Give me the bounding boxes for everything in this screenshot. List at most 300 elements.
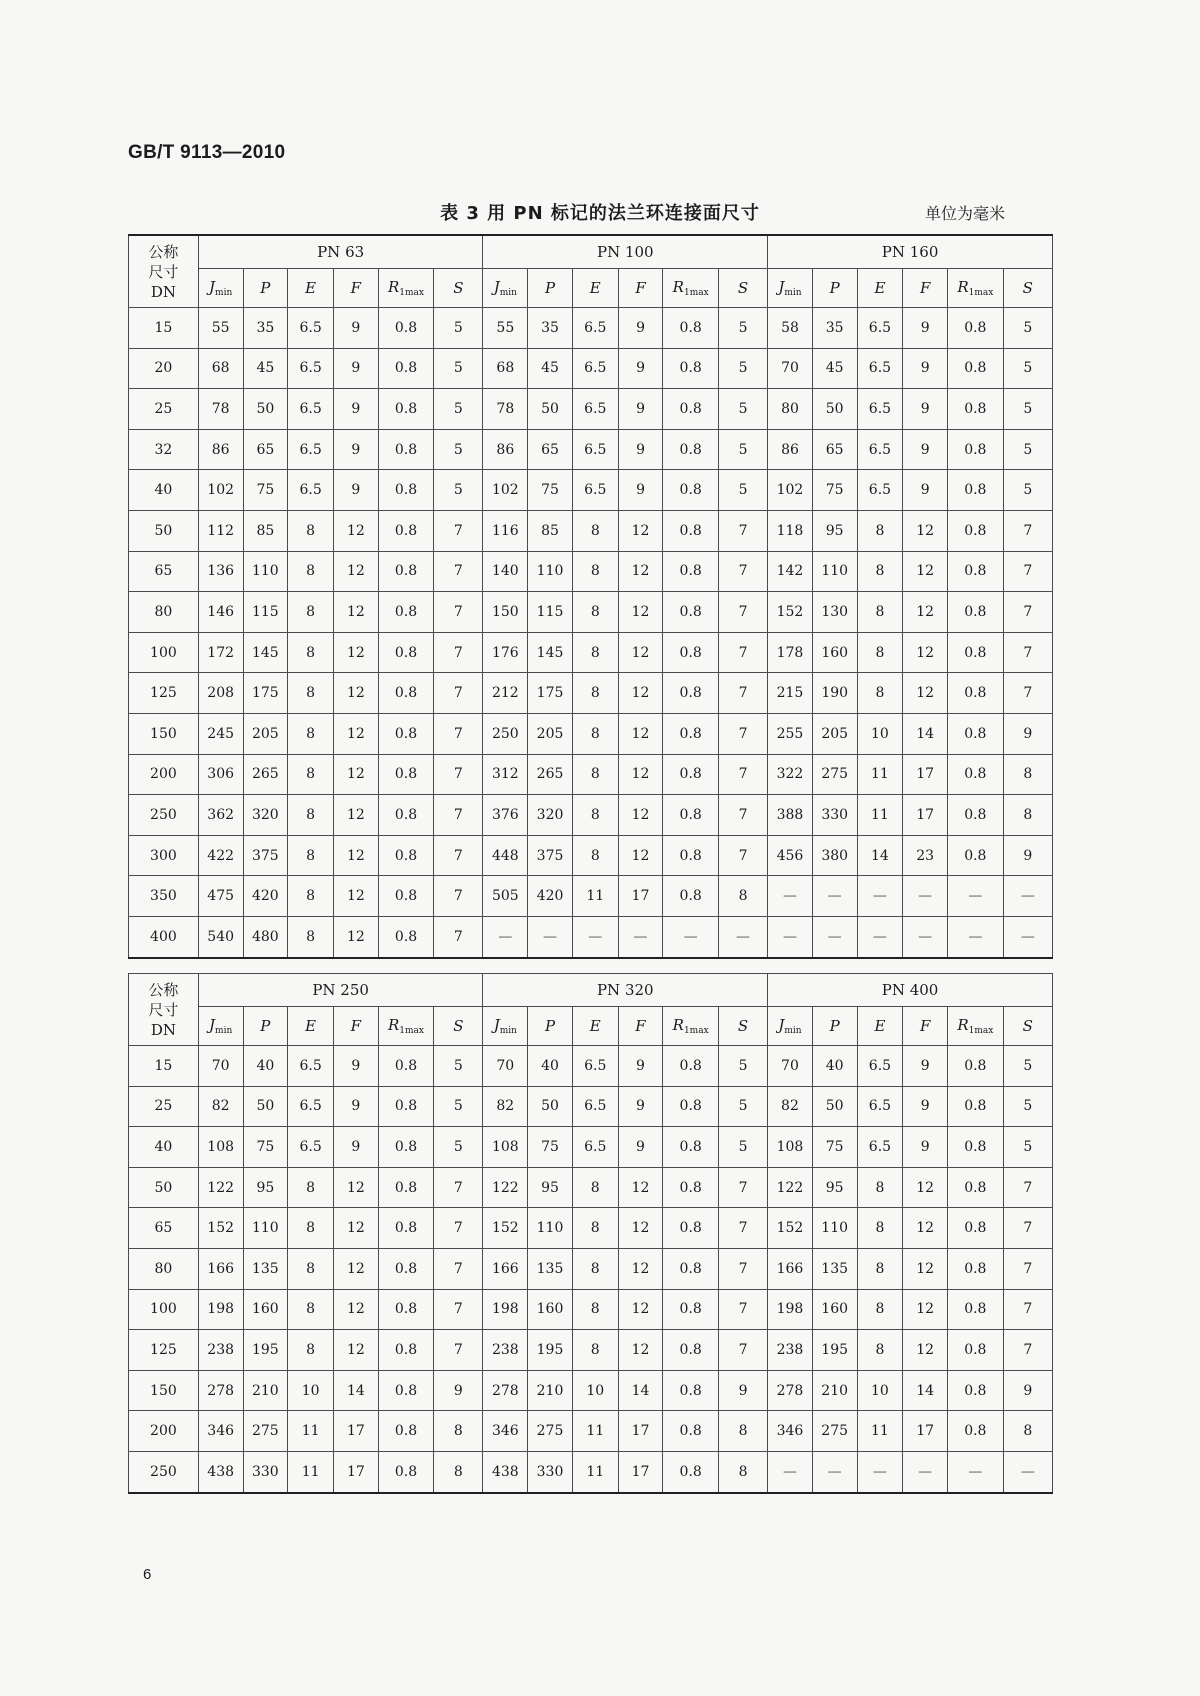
value-cell: 7 bbox=[434, 835, 483, 876]
value-cell: 172 bbox=[198, 632, 243, 673]
table-row bbox=[129, 835, 1053, 876]
value-cell: — bbox=[812, 1451, 857, 1492]
value-cell: 0.8 bbox=[378, 1289, 434, 1330]
value-cell: 45 bbox=[243, 348, 288, 389]
value-cell: 0.8 bbox=[378, 754, 434, 795]
table-row bbox=[129, 1248, 1053, 1289]
param-symbol: F bbox=[635, 279, 646, 297]
value-cell: 150 bbox=[483, 592, 528, 633]
value-cell: 136 bbox=[198, 551, 243, 592]
value-cell: 7 bbox=[434, 1167, 483, 1208]
value-cell: 0.8 bbox=[663, 470, 719, 511]
value-cell: 306 bbox=[198, 754, 243, 795]
param-header bbox=[334, 269, 379, 308]
value-cell: 95 bbox=[812, 1167, 857, 1208]
value-cell: 8 bbox=[572, 1289, 618, 1330]
value-cell: 12 bbox=[618, 1208, 663, 1249]
value-cell: 50 bbox=[243, 389, 288, 430]
value-cell: 40 bbox=[812, 1046, 857, 1087]
value-cell: 7 bbox=[434, 1248, 483, 1289]
value-cell: — bbox=[1003, 1451, 1052, 1492]
table-row bbox=[129, 1370, 1053, 1411]
param-header bbox=[483, 269, 528, 308]
value-cell: 215 bbox=[768, 673, 813, 714]
value-cell: 11 bbox=[288, 1451, 334, 1492]
pressure-group-header: PN 320 bbox=[483, 974, 768, 1007]
value-cell: 9 bbox=[1003, 1370, 1052, 1411]
value-cell: 0.8 bbox=[948, 551, 1004, 592]
flange-table-pn63-160 bbox=[128, 234, 1053, 959]
value-cell: 10 bbox=[572, 1370, 618, 1411]
value-cell: 9 bbox=[903, 470, 948, 511]
param-symbol: J bbox=[209, 1016, 216, 1034]
value-cell: 7 bbox=[434, 1330, 483, 1371]
value-cell: 7 bbox=[434, 795, 483, 836]
value-cell: 95 bbox=[243, 1167, 288, 1208]
standard-code: GB/T 9113—2010 bbox=[128, 142, 286, 163]
value-cell: 12 bbox=[903, 551, 948, 592]
value-cell: 135 bbox=[243, 1248, 288, 1289]
value-cell: 0.8 bbox=[378, 795, 434, 836]
param-header bbox=[288, 269, 334, 308]
value-cell: 6.5 bbox=[288, 1086, 334, 1127]
value-cell: 362 bbox=[198, 795, 243, 836]
value-cell: 5 bbox=[718, 389, 767, 430]
value-cell: 0.8 bbox=[378, 348, 434, 389]
param-symbol: E bbox=[589, 1017, 601, 1035]
value-cell: 8 bbox=[572, 673, 618, 714]
value-cell: — bbox=[948, 1451, 1004, 1492]
value-cell: 5 bbox=[1003, 470, 1052, 511]
value-cell: 110 bbox=[243, 1208, 288, 1249]
value-cell: 7 bbox=[718, 795, 767, 836]
dn-cell: 400 bbox=[129, 916, 199, 957]
value-cell: 9 bbox=[334, 308, 379, 349]
value-cell: 11 bbox=[857, 754, 903, 795]
value-cell: 8 bbox=[572, 592, 618, 633]
value-cell: 9 bbox=[334, 1046, 379, 1087]
value-cell: 55 bbox=[483, 308, 528, 349]
param-header bbox=[378, 1007, 434, 1046]
value-cell: 7 bbox=[1003, 1289, 1052, 1330]
unit-note: 单位为毫米 bbox=[925, 204, 1006, 223]
value-cell: 102 bbox=[483, 470, 528, 511]
value-cell: 8 bbox=[857, 1289, 903, 1330]
value-cell: 330 bbox=[812, 795, 857, 836]
value-cell: 7 bbox=[1003, 510, 1052, 551]
value-cell: 12 bbox=[334, 673, 379, 714]
value-cell: 110 bbox=[528, 551, 573, 592]
value-cell: 8 bbox=[288, 713, 334, 754]
value-cell: 475 bbox=[198, 876, 243, 917]
value-cell: 0.8 bbox=[663, 1208, 719, 1249]
value-cell: 0.8 bbox=[663, 308, 719, 349]
value-cell: — bbox=[768, 876, 813, 917]
value-cell: 5 bbox=[434, 348, 483, 389]
value-cell: 8 bbox=[718, 1411, 767, 1452]
value-cell: 70 bbox=[198, 1046, 243, 1087]
value-cell: 12 bbox=[618, 1167, 663, 1208]
param-symbol: J bbox=[493, 278, 500, 296]
param-header bbox=[528, 1007, 573, 1046]
value-cell: 7 bbox=[718, 510, 767, 551]
value-cell: 388 bbox=[768, 795, 813, 836]
value-cell: 8 bbox=[434, 1451, 483, 1492]
value-cell: 346 bbox=[483, 1411, 528, 1452]
value-cell: 11 bbox=[572, 1411, 618, 1452]
value-cell: 9 bbox=[1003, 713, 1052, 754]
value-cell: — bbox=[903, 876, 948, 917]
value-cell: 8 bbox=[572, 795, 618, 836]
param-symbol: R bbox=[388, 278, 400, 296]
value-cell: 212 bbox=[483, 673, 528, 714]
value-cell: 238 bbox=[768, 1330, 813, 1371]
value-cell: 85 bbox=[243, 510, 288, 551]
value-cell: 0.8 bbox=[378, 592, 434, 633]
param-header bbox=[243, 1007, 288, 1046]
param-symbol: F bbox=[635, 1017, 646, 1035]
value-cell: 8 bbox=[572, 1330, 618, 1371]
value-cell: 78 bbox=[198, 389, 243, 430]
value-cell: 0.8 bbox=[663, 1167, 719, 1208]
param-header bbox=[903, 269, 948, 308]
value-cell: 11 bbox=[572, 876, 618, 917]
param-symbol: R bbox=[957, 278, 969, 296]
value-cell: 0.8 bbox=[948, 592, 1004, 633]
value-cell: 540 bbox=[198, 916, 243, 957]
value-cell: 8 bbox=[572, 835, 618, 876]
value-cell: 5 bbox=[718, 1046, 767, 1087]
table-row bbox=[129, 754, 1053, 795]
value-cell: — bbox=[663, 916, 719, 957]
value-cell: 12 bbox=[903, 1167, 948, 1208]
value-cell: 95 bbox=[528, 1167, 573, 1208]
value-cell: 7 bbox=[434, 754, 483, 795]
value-cell: 9 bbox=[334, 470, 379, 511]
value-cell: 7 bbox=[718, 551, 767, 592]
param-header bbox=[718, 269, 767, 308]
value-cell: 9 bbox=[618, 429, 663, 470]
value-cell: 7 bbox=[434, 673, 483, 714]
value-cell: 8 bbox=[288, 551, 334, 592]
value-cell: 12 bbox=[334, 1208, 379, 1249]
param-symbol: F bbox=[919, 279, 931, 297]
value-cell: 0.8 bbox=[948, 835, 1004, 876]
value-cell: 7 bbox=[1003, 1248, 1052, 1289]
value-cell: 0.8 bbox=[663, 673, 719, 714]
value-cell: 75 bbox=[528, 1127, 573, 1168]
param-symbol: E bbox=[589, 279, 601, 297]
value-cell: 160 bbox=[812, 1289, 857, 1330]
value-cell: 0.8 bbox=[378, 1370, 434, 1411]
value-cell: — bbox=[483, 916, 528, 957]
value-cell: 198 bbox=[483, 1289, 528, 1330]
value-cell: — bbox=[948, 916, 1004, 957]
value-cell: 456 bbox=[768, 835, 813, 876]
table-row bbox=[129, 1086, 1053, 1127]
dn-cell: 100 bbox=[129, 1289, 199, 1330]
value-cell: 5 bbox=[718, 348, 767, 389]
value-cell: 0.8 bbox=[948, 308, 1004, 349]
dn-cell: 25 bbox=[129, 1086, 199, 1127]
value-cell: 14 bbox=[618, 1370, 663, 1411]
dn-header-line2: 尺寸 bbox=[148, 262, 179, 281]
value-cell: 190 bbox=[812, 673, 857, 714]
param-symbol: S bbox=[737, 1017, 749, 1035]
value-cell: 10 bbox=[857, 713, 903, 754]
value-cell: 40 bbox=[243, 1046, 288, 1087]
value-cell: 6.5 bbox=[857, 348, 903, 389]
dn-header-line2: 尺寸 bbox=[148, 1000, 179, 1019]
pressure-group-header: PN 250 bbox=[198, 974, 483, 1007]
value-cell: 0.8 bbox=[948, 1167, 1004, 1208]
value-cell: 0.8 bbox=[663, 1046, 719, 1087]
value-cell: 312 bbox=[483, 754, 528, 795]
value-cell: 5 bbox=[1003, 1086, 1052, 1127]
value-cell: 0.8 bbox=[663, 876, 719, 917]
pressure-group-header: PN 100 bbox=[483, 235, 768, 269]
value-cell: 17 bbox=[334, 1411, 379, 1452]
value-cell: 0.8 bbox=[663, 429, 719, 470]
value-cell: 5 bbox=[718, 1127, 767, 1168]
value-cell: 0.8 bbox=[948, 429, 1004, 470]
value-cell: — bbox=[718, 916, 767, 957]
value-cell: 12 bbox=[334, 1289, 379, 1330]
value-cell: 110 bbox=[528, 1208, 573, 1249]
value-cell: 12 bbox=[903, 1248, 948, 1289]
value-cell: 35 bbox=[528, 308, 573, 349]
value-cell: 6.5 bbox=[288, 1046, 334, 1087]
value-cell: 6.5 bbox=[572, 429, 618, 470]
param-symbol: E bbox=[305, 279, 317, 297]
value-cell: 12 bbox=[618, 795, 663, 836]
param-header bbox=[572, 269, 618, 308]
table-row bbox=[129, 713, 1053, 754]
value-cell: 45 bbox=[812, 348, 857, 389]
value-cell: 278 bbox=[198, 1370, 243, 1411]
value-cell: 14 bbox=[903, 713, 948, 754]
table-row bbox=[129, 308, 1053, 349]
value-cell: 7 bbox=[434, 632, 483, 673]
value-cell: 6.5 bbox=[572, 389, 618, 430]
value-cell: 265 bbox=[243, 754, 288, 795]
value-cell: 0.8 bbox=[378, 1248, 434, 1289]
value-cell: — bbox=[857, 1451, 903, 1492]
value-cell: 8 bbox=[288, 1167, 334, 1208]
value-cell: 0.8 bbox=[948, 754, 1004, 795]
value-cell: 6.5 bbox=[288, 348, 334, 389]
value-cell: 12 bbox=[618, 673, 663, 714]
value-cell: 6.5 bbox=[572, 1086, 618, 1127]
pressure-group-header: PN 63 bbox=[198, 235, 483, 269]
value-cell: 65 bbox=[243, 429, 288, 470]
param-symbol: S bbox=[453, 1017, 464, 1035]
value-cell: 7 bbox=[718, 835, 767, 876]
value-cell: 7 bbox=[1003, 673, 1052, 714]
value-cell: 375 bbox=[243, 835, 288, 876]
value-cell: 12 bbox=[334, 876, 379, 917]
value-cell: 6.5 bbox=[857, 470, 903, 511]
value-cell: 0.8 bbox=[378, 876, 434, 917]
value-cell: 8 bbox=[288, 592, 334, 633]
value-cell: 108 bbox=[483, 1127, 528, 1168]
param-symbol: F bbox=[919, 1017, 931, 1035]
dn-cell: 250 bbox=[129, 795, 199, 836]
value-cell: 152 bbox=[768, 1208, 813, 1249]
value-cell: 82 bbox=[483, 1086, 528, 1127]
value-cell: 7 bbox=[718, 1167, 767, 1208]
value-cell: 7 bbox=[718, 1248, 767, 1289]
value-cell: 438 bbox=[483, 1451, 528, 1492]
value-cell: 9 bbox=[434, 1370, 483, 1411]
table-row bbox=[129, 1330, 1053, 1371]
value-cell: 17 bbox=[618, 1451, 663, 1492]
value-cell: 176 bbox=[483, 632, 528, 673]
value-cell: 7 bbox=[434, 916, 483, 957]
value-cell: — bbox=[903, 1451, 948, 1492]
value-cell: 0.8 bbox=[378, 1127, 434, 1168]
value-cell: 198 bbox=[768, 1289, 813, 1330]
table-row bbox=[129, 673, 1053, 714]
value-cell: 8 bbox=[572, 1167, 618, 1208]
dn-cell: 80 bbox=[129, 592, 199, 633]
value-cell: — bbox=[948, 876, 1004, 917]
value-cell: 0.8 bbox=[948, 1208, 1004, 1249]
value-cell: 5 bbox=[1003, 308, 1052, 349]
value-cell: 86 bbox=[768, 429, 813, 470]
value-cell: 0.8 bbox=[663, 1451, 719, 1492]
param-subscript: 1max bbox=[968, 1026, 994, 1036]
value-cell: 8 bbox=[288, 916, 334, 957]
table-row bbox=[129, 551, 1053, 592]
table-row bbox=[129, 1046, 1053, 1087]
param-subscript: 1max bbox=[399, 1026, 424, 1036]
value-cell: 6.5 bbox=[857, 389, 903, 430]
value-cell: 0.8 bbox=[948, 510, 1004, 551]
param-symbol: R bbox=[388, 1016, 400, 1034]
value-cell: 7 bbox=[718, 1330, 767, 1371]
value-cell: 6.5 bbox=[572, 348, 618, 389]
table-row bbox=[129, 632, 1053, 673]
value-cell: 5 bbox=[434, 1127, 483, 1168]
value-cell: 6.5 bbox=[572, 470, 618, 511]
value-cell: 0.8 bbox=[948, 1289, 1004, 1330]
param-header bbox=[903, 1007, 948, 1046]
dn-cell: 15 bbox=[129, 1046, 199, 1087]
value-cell: 12 bbox=[334, 754, 379, 795]
value-cell: 205 bbox=[528, 713, 573, 754]
value-cell: 0.8 bbox=[948, 470, 1004, 511]
value-cell: 8 bbox=[857, 673, 903, 714]
value-cell: 12 bbox=[334, 551, 379, 592]
value-cell: 12 bbox=[618, 835, 663, 876]
value-cell: — bbox=[528, 916, 573, 957]
value-cell: 110 bbox=[812, 1208, 857, 1249]
param-symbol: R bbox=[672, 1016, 684, 1034]
param-header bbox=[1003, 1007, 1052, 1046]
value-cell: 17 bbox=[618, 1411, 663, 1452]
value-cell: 8 bbox=[572, 1248, 618, 1289]
value-cell: 17 bbox=[903, 754, 948, 795]
value-cell: 12 bbox=[334, 835, 379, 876]
value-cell: 5 bbox=[1003, 429, 1052, 470]
pressure-group-header: PN 160 bbox=[768, 235, 1053, 269]
value-cell: 0.8 bbox=[663, 1411, 719, 1452]
param-symbol: E bbox=[874, 279, 886, 297]
value-cell: 12 bbox=[334, 1330, 379, 1371]
param-header bbox=[434, 269, 483, 308]
value-cell: 9 bbox=[618, 1046, 663, 1087]
dn-cell: 200 bbox=[129, 754, 199, 795]
value-cell: 245 bbox=[198, 713, 243, 754]
value-cell: 420 bbox=[528, 876, 573, 917]
value-cell: 346 bbox=[198, 1411, 243, 1452]
param-header bbox=[857, 269, 903, 308]
value-cell: 8 bbox=[857, 551, 903, 592]
value-cell: 0.8 bbox=[378, 470, 434, 511]
value-cell: 0.8 bbox=[948, 1248, 1004, 1289]
param-subscript: min bbox=[215, 288, 233, 298]
value-cell: 8 bbox=[857, 510, 903, 551]
value-cell: 140 bbox=[483, 551, 528, 592]
value-cell: 5 bbox=[718, 308, 767, 349]
value-cell: 166 bbox=[768, 1248, 813, 1289]
value-cell: 102 bbox=[198, 470, 243, 511]
param-header bbox=[812, 269, 857, 308]
value-cell: 0.8 bbox=[663, 835, 719, 876]
value-cell: 0.8 bbox=[663, 1248, 719, 1289]
value-cell: 0.8 bbox=[663, 1370, 719, 1411]
value-cell: 17 bbox=[334, 1451, 379, 1492]
param-subscript: min bbox=[784, 288, 802, 298]
value-cell: 7 bbox=[434, 876, 483, 917]
value-cell: 6.5 bbox=[572, 1046, 618, 1087]
value-cell: 5 bbox=[1003, 348, 1052, 389]
value-cell: 330 bbox=[243, 1451, 288, 1492]
value-cell: 12 bbox=[618, 632, 663, 673]
value-cell: 7 bbox=[718, 1289, 767, 1330]
table-row bbox=[129, 592, 1053, 633]
param-header bbox=[288, 1007, 334, 1046]
value-cell: 14 bbox=[857, 835, 903, 876]
value-cell: 160 bbox=[243, 1289, 288, 1330]
dn-cell: 50 bbox=[129, 1167, 199, 1208]
dn-cell: 350 bbox=[129, 876, 199, 917]
value-cell: 0.8 bbox=[948, 673, 1004, 714]
value-cell: 68 bbox=[198, 348, 243, 389]
dn-cell: 25 bbox=[129, 389, 199, 430]
value-cell: 8 bbox=[288, 1330, 334, 1371]
param-symbol: P bbox=[544, 279, 556, 297]
value-cell: 9 bbox=[334, 348, 379, 389]
param-header bbox=[663, 269, 719, 308]
value-cell: 0.8 bbox=[663, 1127, 719, 1168]
value-cell: 5 bbox=[434, 308, 483, 349]
value-cell: 135 bbox=[812, 1248, 857, 1289]
value-cell: 5 bbox=[434, 389, 483, 430]
value-cell: 5 bbox=[1003, 389, 1052, 430]
value-cell: 12 bbox=[334, 916, 379, 957]
value-cell: 58 bbox=[768, 308, 813, 349]
value-cell: 70 bbox=[483, 1046, 528, 1087]
param-header bbox=[948, 1007, 1004, 1046]
param-symbol: F bbox=[350, 1017, 362, 1035]
value-cell: 0.8 bbox=[948, 632, 1004, 673]
param-subscript: min bbox=[499, 1026, 517, 1036]
flange-table-pn250-400 bbox=[128, 973, 1053, 1494]
value-cell: 5 bbox=[718, 470, 767, 511]
value-cell: 145 bbox=[243, 632, 288, 673]
